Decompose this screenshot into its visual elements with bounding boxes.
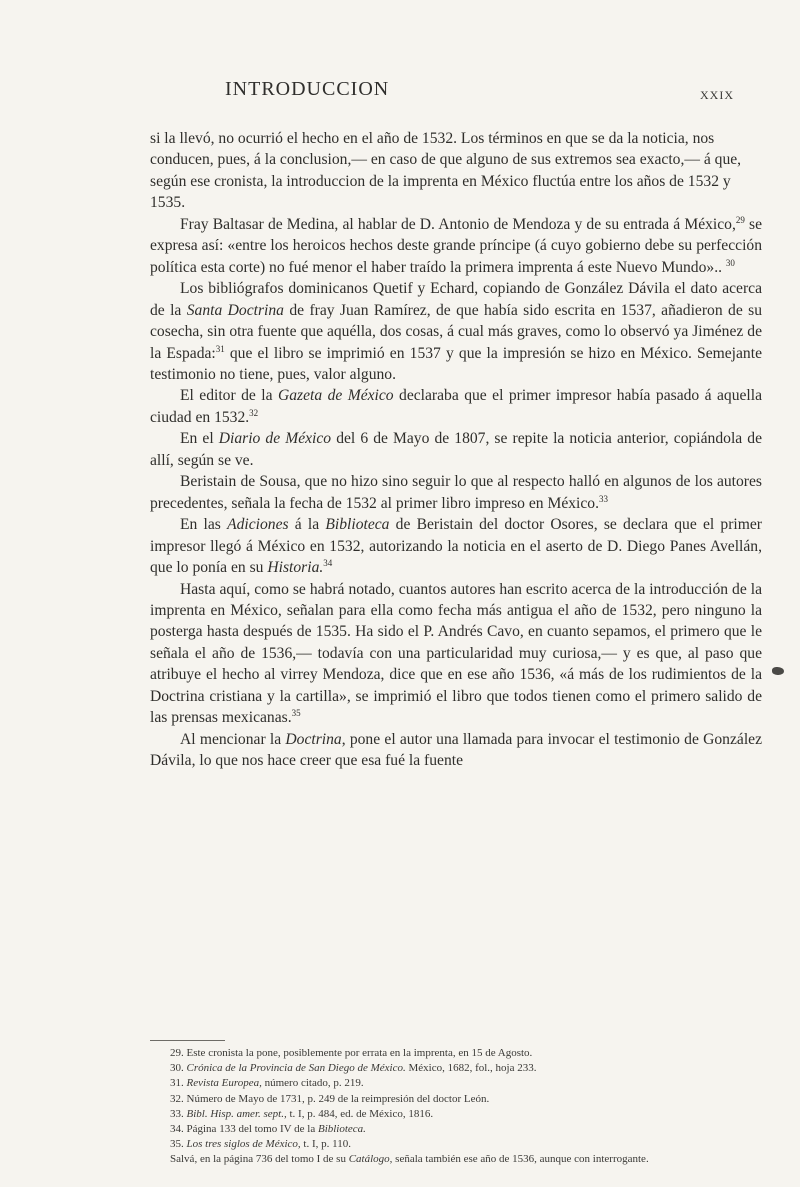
paragraph-4 <box>150 385 762 428</box>
paragraph-7-text-a: En las <box>180 516 228 534</box>
footnote-35b-text-b: señala también ese año de 1536, aunque con interrogante. <box>392 1153 649 1166</box>
paragraph-4-text-b: declaraba que el primer impresor había pasado á aquella ciudad en 1532. <box>150 387 763 426</box>
ink-blot <box>772 667 784 675</box>
paragraph-5 <box>150 428 762 471</box>
footnote-31-title: Revista Europea, <box>186 1077 262 1090</box>
paragraph-2-text-b: se expresa así: «entre los heroicos hechos deste grande príncipe (á cuyo gobierno debe su perfección política esta corte) no fué menor el haber traído la primera imprenta á este Nuevo Mundo».. <box>150 215 762 276</box>
page-number: XXIX <box>700 88 734 102</box>
paragraph-8-text-a: Hasta aquí, como se habrá notado, cuantos autores han escrito acerca de la introducción de la imprenta en México, señalan para ella como fecha más antigua el año de 1532, pero ninguno la posterga hasta después de 1535. Ha sido el P. Andrés Cavo, en cuanto sepamos, el primero que le señala el año de 1536,— todavía con una particularidad muy curiosa,— y es que, al paso que atribuye el hecho al virrey Mendoza, dice que en ese año 1536, «á más de los rudimientos de la Doctrina cristiana y la cartilla», se imprimió el libro que todos tienen como el primero salido de las prensas mexicanas. <box>150 580 762 727</box>
footnote-35-continuation <box>150 1152 762 1167</box>
paragraph-1-text: si la llevó, no ocurrió el hecho en el año de 1532. Los términos en que se da la noticia, nos conducen, pues, á la conclusion,— en caso de que alguno de sus extremos sea exacto,— á que, según ese cronista, la introduccion de la imprenta en México fluctúa entre los años de 1532 y 1535. <box>150 130 742 212</box>
footnote-34-text: Página 133 del tomo IV de la <box>183 1123 318 1136</box>
paragraph-1 <box>150 128 762 214</box>
main-text <box>150 128 762 772</box>
footnote-33-number: 33. <box>170 1107 184 1120</box>
title-diario-de-mexico: Diario de México <box>218 430 332 448</box>
footnote-ref-30: 30 <box>725 257 735 268</box>
footnote-ref-34: 34 <box>323 558 333 569</box>
footnote-35-number: 35. <box>170 1138 184 1151</box>
footnote-ref-29: 29 <box>735 214 745 225</box>
paragraph-3-text-b: de fray Juan Ramírez, de que había sido escrita en 1537, añadieron de su cosecha, sin otra fuente que aquélla, dos cosas, á cual más graves, como lo observó ya Jiménez de la Espada: <box>150 301 762 362</box>
footnote-33-text: t. I, p. 484, ed. de México, 1816. <box>286 1107 434 1120</box>
footnote-30-text: México, 1682, fol., hoja 233. <box>405 1062 537 1075</box>
footnote-35b-title: Catálogo, <box>348 1153 393 1166</box>
paragraph-5-text-a: En el <box>180 430 219 448</box>
footnote-31-number: 31. <box>170 1077 184 1090</box>
footnote-32 <box>150 1092 762 1107</box>
footnote-34 <box>150 1122 762 1137</box>
title-santa-doctrina: Santa Doctrina <box>186 301 284 319</box>
footnote-29 <box>150 1046 762 1061</box>
paragraph-7-text-c: de Beristain del doctor Osores, se declara que el primer impresor llegó á México en 1532, autorizando la noticia en el aserto de D. Diego Panes Avellán, que lo ponía en su <box>150 516 762 577</box>
title-gazeta-de-mexico: Gazeta de México <box>277 387 394 405</box>
paragraph-9-text-a: Al mencionar la <box>180 730 286 748</box>
footnote-31-text: número citado, p. 219. <box>261 1077 364 1090</box>
footnote-30-number: 30. <box>170 1062 184 1075</box>
paragraph-3-text-c: que el libro se imprimió en 1537 y que la impresión se hizo en México. Semejante testimonio no tiene, pues, valor alguno. <box>150 344 762 383</box>
footnote-ref-31: 31 <box>215 343 225 354</box>
paragraph-8 <box>150 579 762 729</box>
footnote-35 <box>150 1137 762 1152</box>
footnote-rule <box>150 1040 225 1041</box>
title-doctrina: Doctrina <box>285 730 342 748</box>
footnote-30-title: Crónica de la Provincia de San Diego de México. <box>186 1062 406 1075</box>
footnote-ref-33: 33 <box>599 493 609 504</box>
running-title: INTRODUCCION <box>225 78 390 100</box>
paragraph-9 <box>150 729 762 772</box>
footnote-ref-35: 35 <box>291 708 301 719</box>
paragraph-7 <box>150 514 762 578</box>
paragraph-5-text-b: del 6 de Mayo de 1807, se repite la noticia anterior, copiándola de allí, según se ve. <box>150 430 762 469</box>
paragraph-6 <box>150 471 762 514</box>
footnote-34-title: Biblioteca. <box>317 1123 366 1136</box>
paragraph-4-text-a: El editor de la <box>180 387 278 405</box>
title-biblioteca: Biblioteca <box>325 516 390 534</box>
footnotes <box>150 1046 762 1168</box>
footnote-29-text: Este cronista la pone, posiblemente por errata en la imprenta, en 15 de Agosto. <box>183 1047 533 1059</box>
paragraph-6-text-a: Beristain de Sousa, que no hizo sino seguir lo que al respecto halló en algunos de los autores precedentes, señala la fecha de 1532 al primer libro impreso en México. <box>150 473 762 512</box>
paragraph-7-text-b: á la <box>288 516 326 534</box>
footnote-30 <box>150 1061 762 1076</box>
paragraph-2-text-a: Fray Baltasar de Medina, al hablar de D. Antonio de Mendoza y de su entrada á México, <box>180 215 736 233</box>
footnote-29-number: 29. <box>170 1047 184 1059</box>
footnote-33-title: Bibl. Hisp. amer. sept., <box>186 1107 287 1120</box>
title-adiciones: Adiciones <box>227 516 289 534</box>
paragraph-2 <box>150 214 762 278</box>
running-header <box>0 78 800 108</box>
footnote-32-number: 32. <box>170 1092 184 1105</box>
footnote-33 <box>150 1107 762 1122</box>
footnote-32-text: Número de Mayo de 1731, p. 249 de la reimpresión del doctor León. <box>183 1092 490 1105</box>
footnote-35-title: Los tres siglos de México, <box>186 1138 301 1151</box>
paragraph-3 <box>150 278 762 385</box>
paragraph-3-text-a: Los bibliógrafos dominicanos Quetif y Echard, copiando de González Dávila el dato acerca de la <box>150 280 762 319</box>
footnote-ref-32: 32 <box>249 407 259 418</box>
footnote-35-text: t. I, p. 110. <box>300 1138 351 1151</box>
paragraph-9-text-b: , pone el autor una llamada para invocar el testimonio de González Dávila, lo que nos hace creer que esa fué la fuente <box>150 730 762 770</box>
footnote-35b-text-a: Salvá, en la página 736 del tomo I de su <box>170 1153 349 1166</box>
footnote-31 <box>150 1076 762 1091</box>
title-historia: Historia. <box>267 559 324 577</box>
footnote-34-number: 34. <box>170 1123 184 1136</box>
